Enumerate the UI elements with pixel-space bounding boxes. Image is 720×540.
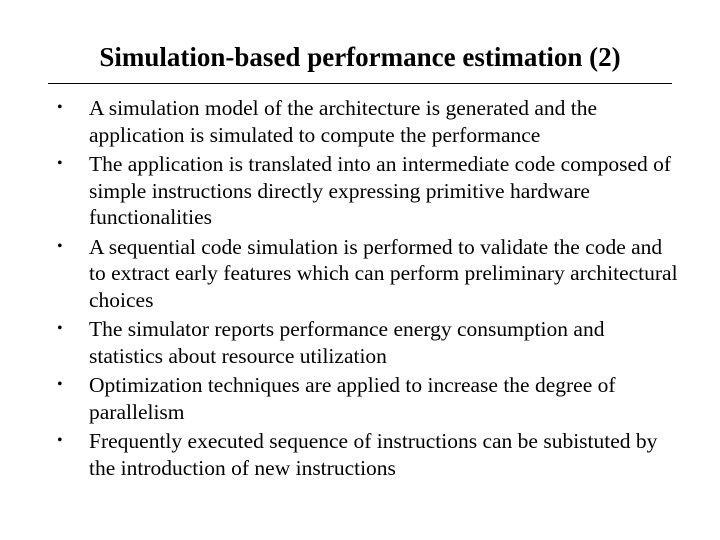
bullet-icon: • bbox=[57, 155, 63, 172]
bullet-list bbox=[53, 95, 683, 484]
bullet-text: A simulation model of the architecture is generated and the application is simulated to compute the performance bbox=[89, 96, 598, 147]
bullet-text: The application is translated into an intermediate code composed of simple instructions directly expressing primitive hardware functionalities bbox=[89, 152, 672, 229]
bullet-icon: • bbox=[57, 99, 63, 116]
bullet-icon: • bbox=[57, 432, 63, 449]
bullet-icon: • bbox=[57, 237, 63, 255]
title-divider bbox=[48, 83, 672, 84]
bullet-icon: • bbox=[57, 320, 63, 337]
bullet-text: Optimization techniques are applied to increase the degree of parallelism bbox=[89, 373, 616, 424]
bullet-item bbox=[53, 151, 683, 231]
bullet-icon: • bbox=[57, 376, 63, 393]
slide-title: Simulation-based performance estimation (2) bbox=[99, 42, 621, 72]
bullet-text: A sequential code simulation is performed to validate the code and to extract early features which can perform preliminary architectural choices bbox=[89, 234, 678, 312]
bullet-item bbox=[53, 95, 683, 148]
bullet-text: Frequently executed sequence of instructions can be subistuted by the introduction of new instructions bbox=[89, 429, 658, 480]
bullet-item bbox=[53, 428, 683, 481]
bullet-item bbox=[53, 316, 683, 369]
bullet-item bbox=[53, 372, 683, 425]
bullet-item bbox=[53, 234, 683, 314]
bullet-text: The simulator reports performance energy consumption and statistics about resource utilization bbox=[89, 317, 605, 368]
